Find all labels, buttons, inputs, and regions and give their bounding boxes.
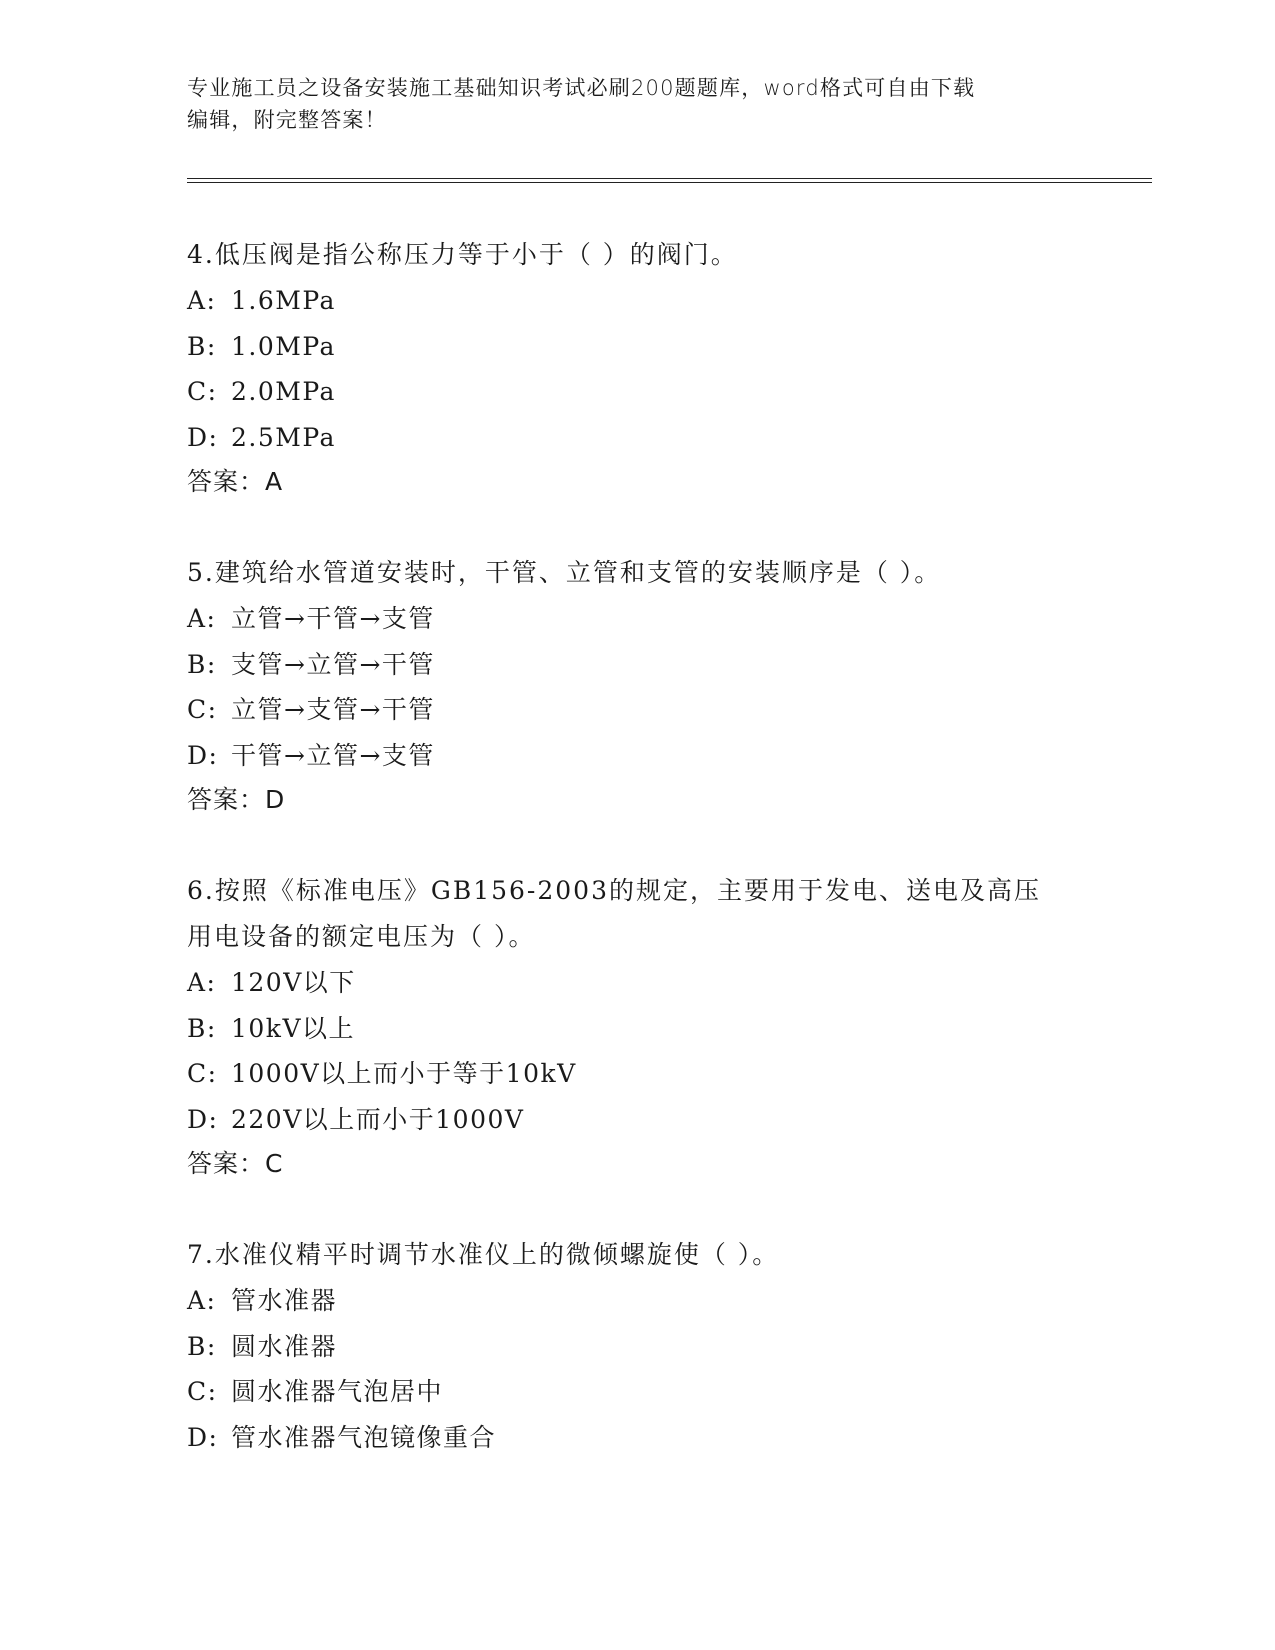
option-letter: A: — [187, 604, 217, 633]
option-d — [187, 733, 1087, 779]
option-text: 2.5MPa — [231, 422, 336, 452]
question-7 — [187, 1232, 1087, 1460]
option-a — [187, 596, 1087, 642]
option-text: 干管→立管→支管 — [231, 740, 435, 770]
option-text: 立管→干管→支管 — [231, 604, 435, 633]
option-letter: D: — [187, 1104, 219, 1134]
option-text: 圆水准器 — [231, 1331, 338, 1361]
option-letter: C: — [187, 695, 218, 724]
option-c — [187, 369, 1087, 415]
question-stem: 4.低压阀是指公称压力等于小于（ ）的阀门。 — [187, 240, 738, 269]
header-rule-top — [187, 178, 1152, 179]
answer: 答案：D — [187, 785, 286, 814]
header-line-2: 编辑，附完整答案！ — [187, 108, 387, 132]
option-a — [187, 960, 1087, 1006]
option-text: 1000V以上而小于等于10kV — [231, 1059, 577, 1088]
option-b — [187, 324, 1087, 370]
option-d — [187, 1097, 1087, 1143]
option-b — [187, 642, 1087, 688]
option-letter: C: — [187, 1059, 218, 1088]
question-6 — [187, 868, 1087, 1186]
answer: 答案：C — [187, 1149, 284, 1178]
option-text: 10kV以上 — [231, 1013, 356, 1043]
option-text: 2.0MPa — [231, 377, 336, 406]
option-text: 1.0MPa — [231, 331, 336, 361]
option-c — [187, 1051, 1087, 1097]
question-stem: 5.建筑给水管道安装时，干管、立管和支管的安装顺序是（ ）。 — [187, 558, 942, 587]
document-header — [187, 72, 1067, 136]
question-4 — [187, 232, 1087, 504]
option-text: 支管→立管→干管 — [231, 649, 435, 679]
option-letter: B: — [187, 649, 217, 679]
option-letter: A: — [187, 286, 217, 315]
option-text: 220V以上而小于1000V — [231, 1104, 525, 1134]
option-c — [187, 1369, 1087, 1415]
question-stem-line-2: 用电设备的额定电压为（ ）。 — [187, 922, 536, 951]
option-text: 120V以下 — [231, 968, 356, 997]
option-letter: A: — [187, 968, 217, 997]
option-a — [187, 1278, 1087, 1324]
option-letter: B: — [187, 1013, 217, 1043]
option-text: 管水准器 — [231, 1286, 338, 1315]
option-text: 立管→支管→干管 — [231, 695, 435, 724]
option-text: 圆水准器气泡居中 — [231, 1377, 444, 1406]
question-stem-line-1: 6.按照《标准电压》GB156-2003的规定，主要用于发电、送电及高压 — [187, 876, 1041, 905]
option-letter: A: — [187, 1286, 217, 1315]
option-a — [187, 278, 1087, 324]
option-letter: D: — [187, 1422, 219, 1452]
option-letter: D: — [187, 422, 219, 452]
option-letter: D: — [187, 740, 219, 770]
option-d — [187, 415, 1087, 461]
option-c — [187, 687, 1087, 733]
option-letter: B: — [187, 1331, 217, 1361]
header-rule-bottom — [187, 182, 1152, 183]
answer: 答案：A — [187, 467, 284, 496]
header-line-1: 专业施工员之设备安装施工基础知识考试必刷200题题库，word格式可自由下载 — [187, 76, 976, 100]
option-b — [187, 1006, 1087, 1052]
option-letter: C: — [187, 1377, 218, 1406]
option-text: 1.6MPa — [231, 286, 336, 315]
option-letter: B: — [187, 331, 217, 361]
option-letter: C: — [187, 377, 218, 406]
question-5 — [187, 550, 1087, 822]
option-d — [187, 1415, 1087, 1461]
question-stem: 7.水准仪精平时调节水准仪上的微倾螺旋使（ ）。 — [187, 1240, 780, 1269]
option-text: 管水准器气泡镜像重合 — [231, 1422, 497, 1452]
option-b — [187, 1324, 1087, 1370]
